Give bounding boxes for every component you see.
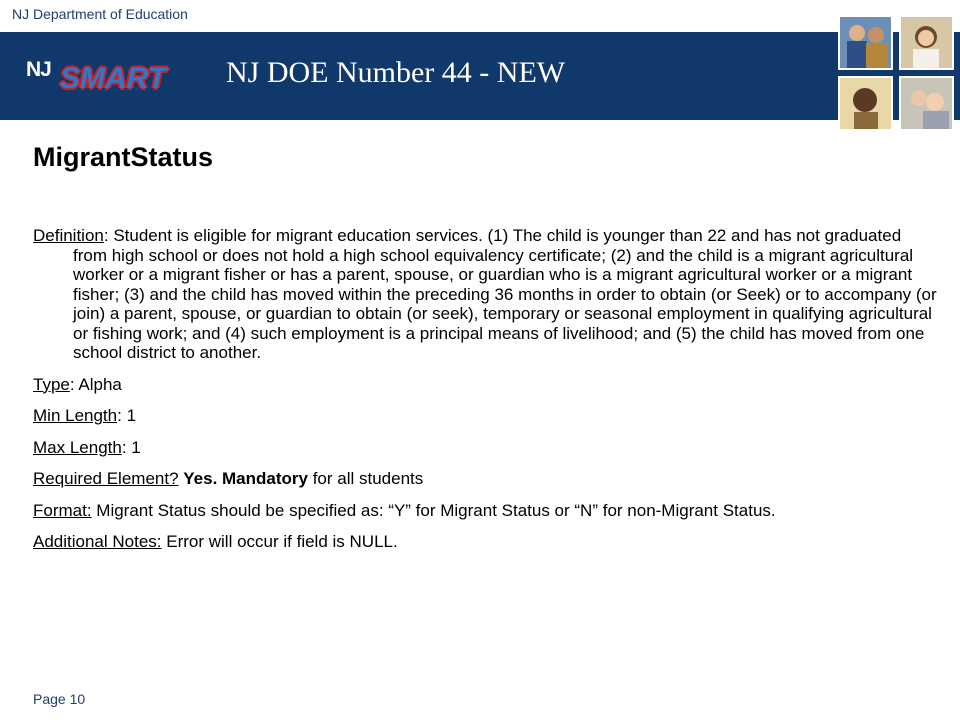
format-paragraph — [33, 501, 938, 521]
max-length-value: : 1 — [121, 437, 141, 457]
logo-smart-text: SMART — [60, 62, 167, 95]
header-banner — [0, 32, 960, 120]
photo-man-1 — [838, 76, 893, 131]
required-value: Yes. Mandatory — [183, 469, 308, 488]
type-label: Type — [33, 374, 70, 394]
notes-text: Error will occur if field is NULL. — [161, 532, 398, 551]
format-label: Format: — [33, 500, 92, 520]
type-value: : Alpha — [69, 374, 122, 394]
notes-label: Additional Notes: — [33, 532, 162, 551]
notes-paragraph — [33, 532, 938, 552]
required-label: Required Element? — [33, 469, 179, 488]
definition-label: Definition — [33, 226, 104, 245]
min-length-value: : 1 — [117, 406, 137, 425]
banner-title: NJ DOE Number 44 - NEW — [226, 56, 566, 89]
photo-collage — [838, 15, 960, 129]
max-length-paragraph — [33, 438, 938, 458]
min-length-paragraph — [33, 406, 938, 426]
max-length-label: Max Length — [33, 437, 122, 457]
required-text: for all students — [307, 469, 424, 488]
required-paragraph — [33, 469, 938, 489]
logo-nj-text: NJ — [26, 58, 51, 81]
page-number: Page 10 — [33, 691, 86, 707]
format-text: Migrant Status should be specified as: “Y” for Migrant Status or “N” for non-Migrant Status. — [91, 500, 776, 520]
page-title: MigrantStatus — [33, 142, 214, 172]
photo-woman-1 — [899, 15, 954, 70]
min-length-label: Min Length — [33, 406, 118, 425]
photo-people-2 — [899, 76, 954, 131]
field-spec — [33, 226, 938, 564]
type-paragraph — [33, 375, 938, 395]
njsmart-logo — [26, 54, 176, 102]
definition-paragraph — [33, 226, 938, 363]
definition-text: : Student is eligible for migrant education services. (1) The child is younger than 22 and has not graduated from high school or does not hold a high school equivalency certificate; (2) and the child is a migrant agricultural worker or a migrant fisher or has a parent, spouse, or guardian who is a migrant agricultural worker or a migrant fisher; (3) and the child has moved within the preceding 36 months in order to obtain (or Seek) or to accompany (or join) a parent, spouse, or guardian to obtain (or seek), temporary or seasonal employment in qualifying agricultural or fishing work; and (4) such employment is a principal means of livelihood; and (5) the child has moved from one school district to another. — [73, 226, 937, 362]
photo-people-1 — [838, 15, 893, 70]
org-label: NJ Department of Education — [12, 6, 188, 22]
